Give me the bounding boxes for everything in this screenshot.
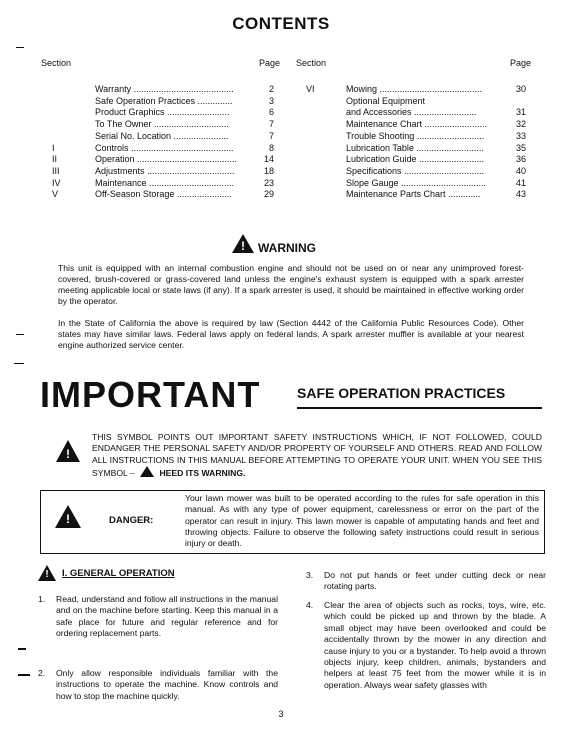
toc-page-number: 31 bbox=[515, 107, 526, 118]
instruction-number: 1. bbox=[38, 594, 46, 604]
toc-entry-title: Safe Operation Practices .............. bbox=[95, 95, 233, 106]
warning-icon: ! bbox=[55, 505, 81, 529]
toc-page-number: 23 bbox=[263, 177, 274, 188]
page-header-left: Page bbox=[259, 58, 281, 68]
toc-entry-title: Maintenance Chart ......................... bbox=[346, 119, 488, 130]
toc-entry-title: Product Graphics ......................... bbox=[95, 107, 230, 118]
safe-operation-heading-box bbox=[297, 385, 542, 409]
toc-page-number: 32 bbox=[515, 119, 526, 130]
general-operation-heading: I. GENERAL OPERATION bbox=[62, 568, 175, 579]
toc-page-number: 2 bbox=[268, 84, 274, 94]
instruction-text: Do not put hands or feet under cutting deck or near rotating parts. bbox=[324, 570, 546, 592]
toc-entry-title: Serial No. Location ...................... bbox=[95, 130, 229, 141]
toc-entry-title: Trouble Shooting ........................... bbox=[346, 130, 485, 141]
symbol-note bbox=[92, 432, 542, 479]
toc-page-number: 30 bbox=[515, 84, 526, 94]
toc-entry-title: Mowing ......................................... bbox=[346, 84, 483, 94]
toc-entry-title: Maintenance Parts Chart ............. bbox=[346, 189, 481, 200]
toc-page-number: 8 bbox=[268, 142, 274, 153]
danger-text: Your lawn mower was built to be operated according to the rules for safe operation in this manual. As with any type of power equipment, carelessness or error on the part of the operator can result in injury. This lawn mower is capable of amputating hands and feet and throwing objects. Failure to observe the following safety instructions could result in serious injury or death. bbox=[185, 493, 539, 549]
warning-icon: ! bbox=[232, 234, 254, 254]
toc-page-number: 29 bbox=[263, 189, 274, 200]
symbol-note-text: THIS SYMBOL POINTS OUT IMPORTANT SAFETY INSTRUCTIONS WHICH, IF NOT FOLLOWED, COULD ENDANGER THE PERSONAL SAFETY AND/OR PROPERTY OF YOURSELF AND OTHERS. READ AND FOLLOW ALL INSTRUCTIONS IN THIS MANUAL BEFORE ATTEMPTING TO OPERATE YOUR UNIT. WHEN YOU SEE THIS SYMBOL – bbox=[92, 432, 542, 478]
toc-page-number: 40 bbox=[515, 165, 526, 176]
toc-entry-title: Adjustments ................................... bbox=[95, 165, 235, 176]
instruction-number: 4. bbox=[306, 600, 314, 610]
section-header-right: Section bbox=[296, 58, 327, 68]
toc-page-number: 18 bbox=[263, 165, 274, 176]
toc-section-number: V bbox=[52, 189, 59, 200]
danger-label: DANGER: bbox=[109, 515, 154, 526]
toc-entry-title: Optional Equipment bbox=[346, 95, 426, 106]
toc-page-number: 3 bbox=[268, 95, 274, 106]
toc-entry-title: Specifications ................................ bbox=[346, 165, 485, 176]
toc-entry-title: Off-Season Storage ...................... bbox=[95, 189, 232, 200]
warning-icon: ! bbox=[56, 440, 80, 464]
toc-page-number: 33 bbox=[515, 130, 526, 141]
toc-entry-title: To The Owner .............................. bbox=[95, 119, 229, 130]
danger-box bbox=[40, 490, 545, 554]
important-heading: IMPORTANT bbox=[40, 374, 261, 415]
page-number: 3 bbox=[278, 709, 284, 719]
safe-operation-heading: SAFE OPERATION PRACTICES bbox=[297, 385, 506, 401]
toc-page-number: 36 bbox=[515, 154, 526, 165]
toc-section-number: I bbox=[52, 142, 55, 153]
section-header-left: Section bbox=[41, 58, 72, 68]
warning-icon bbox=[140, 466, 154, 477]
toc-entry-title: Lubrication Guide .......................... bbox=[346, 154, 485, 165]
instruction-text: Clear the area of objects such as rocks, toys, wire, etc. which could be picked up and thrown by the blade. A small object may have been overlooked and could be accidentally thrown by the mower in any direction and cause injury to you or a bystander. To help avoid a thrown objects injury, keep children, animals, bystanders and helpers at least 75 feet from the mower while it is in operation. Always wear safety glasses with bbox=[324, 600, 546, 690]
warning-paragraph-2: In the State of California the above is required by law (Section 4442 of the California Public Resources Code). Other states may have similar laws. Federal laws apply on federal lands. A spark arrester muffler is available at your nearest engine authorized service center. bbox=[58, 318, 524, 350]
heed-warning-text: HEED ITS WARNING. bbox=[159, 467, 246, 478]
instruction-number: 2. bbox=[38, 668, 46, 678]
instruction-text: Only allow responsible individuals familiar with the instructions to operate the machine. Know controls and how to stop the machine quickly. bbox=[56, 668, 278, 701]
margin-mark bbox=[18, 674, 30, 676]
toc-section-number: VI bbox=[306, 84, 315, 94]
page-header-right: Page bbox=[510, 58, 532, 68]
toc-entry-title: Warranty ........................................ bbox=[95, 84, 234, 94]
warning-title: WARNING bbox=[258, 241, 316, 255]
margin-mark bbox=[16, 334, 24, 335]
toc-page-number: 41 bbox=[515, 177, 526, 188]
toc-section-number: III bbox=[52, 165, 60, 176]
toc-page-number: 7 bbox=[268, 119, 274, 130]
toc-page-number: 43 bbox=[515, 189, 526, 200]
warning-icon: ! bbox=[38, 565, 56, 583]
toc-section-number: IV bbox=[52, 177, 61, 188]
instruction-number: 3. bbox=[306, 570, 314, 580]
toc-entry-title: Controls ......................................... bbox=[95, 142, 234, 153]
toc-entry-title: and Accessories ......................... bbox=[346, 107, 477, 118]
toc-page-number: 7 bbox=[268, 130, 274, 141]
toc-page-number: 6 bbox=[268, 107, 274, 118]
margin-mark bbox=[14, 363, 24, 364]
toc-section-number: II bbox=[52, 154, 58, 165]
page-title: CONTENTS bbox=[232, 14, 330, 33]
instruction-text: Read, understand and follow all instructions in the manual and on the machine before starting. Keep this manual in a safe place for future and regular reference and for ordering replacement parts. bbox=[56, 594, 278, 639]
margin-mark bbox=[16, 47, 24, 48]
toc-entry-title: Lubrication Table ........................... bbox=[346, 142, 484, 153]
warning-paragraph-1: This unit is equipped with an internal combustion engine and should not be used on or near any unimproved forest-covered, brush-covered or grass-covered land unless the engine's exhaust system is equipped with a spark arrester meeting applicable local or state laws (if any). If a spark arrester is used, it should be maintained in effective working order by the operator. bbox=[58, 263, 524, 306]
toc-page-number: 14 bbox=[263, 154, 274, 165]
margin-mark bbox=[18, 648, 26, 650]
toc-page-number: 35 bbox=[515, 142, 526, 153]
toc-entry-title: Operation ........................................ bbox=[95, 154, 238, 165]
toc-entry-title: Maintenance .................................. bbox=[95, 177, 235, 188]
toc-entry-title: Slope Gauge .................................. bbox=[346, 177, 487, 188]
